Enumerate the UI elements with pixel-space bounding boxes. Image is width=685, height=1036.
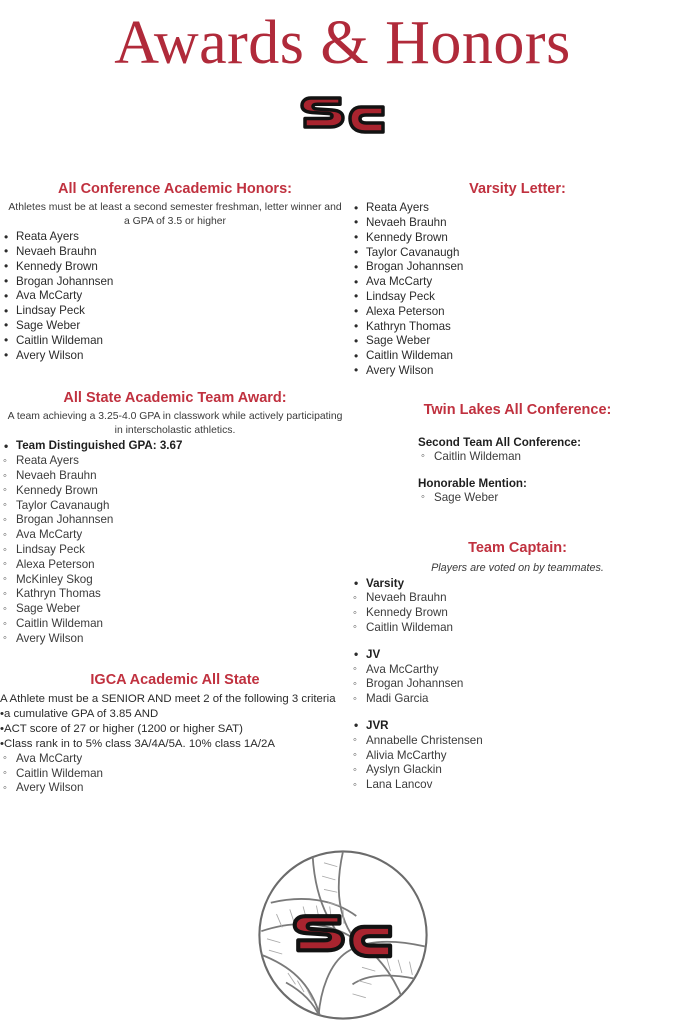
list-item: ◦ Alexa Peterson (0, 558, 350, 573)
right-column (350, 180, 685, 797)
section-igca-academic-all-state (0, 671, 350, 797)
section-title: All State Academic Team Award: (63, 390, 287, 407)
list-item: • Reata Ayers (350, 201, 685, 216)
criteria-line: •Class rank in to 5% class 3A/4A/5A. 10% class 1A/2A (0, 737, 275, 750)
list-item: ◦ Caitlin Wildeman (0, 767, 350, 782)
group-second-team-all-conference (418, 436, 685, 465)
list-item: • Kennedy Brown (0, 260, 350, 275)
group-jv (350, 648, 685, 707)
name-list (0, 752, 350, 796)
list-item: • Brogan Johannsen (350, 260, 685, 275)
section-all-conference-academic-honors (0, 180, 350, 363)
list-item: ◦ Ava McCarty (0, 528, 350, 543)
list-item: ◦ Alivia McCarthy (350, 749, 685, 764)
section-title: Varsity Letter: (469, 181, 566, 197)
section-team-captain (350, 539, 685, 793)
section-subtitle: Players are voted on by teammates. (431, 561, 604, 574)
list-item: ◦ Caitlin Wildeman (350, 621, 685, 636)
name-list (418, 491, 685, 506)
criteria-line: •a cumulative GPA of 3.85 AND (0, 707, 159, 720)
gpa-list (0, 439, 350, 454)
list-item: • Ava McCarty (350, 275, 685, 290)
section-varsity-letter (350, 180, 685, 379)
list-item: • Sage Weber (0, 319, 350, 334)
list-item: • Nevaeh Brauhn (350, 216, 685, 231)
group-jvr (350, 719, 685, 793)
group-label: Honorable Mention: (418, 476, 527, 490)
list-item: ◦ McKinley Skog (0, 573, 350, 588)
section-title: All Conference Academic Honors: (58, 181, 292, 197)
group-label: • Varsity (350, 577, 685, 592)
list-item: ◦ Ava McCarthy (350, 663, 685, 678)
list-item: ◦ Ayslyn Glackin (350, 763, 685, 778)
group-label: • JV (350, 648, 685, 663)
list-item: • Ava McCarty (0, 289, 350, 304)
list-item: ◦ Annabelle Christensen (350, 734, 685, 749)
group-varsity (350, 577, 685, 636)
list-item: ◦ Taylor Cavanaugh (0, 499, 350, 514)
list-item: • Alexa Peterson (350, 305, 685, 320)
volleyball-with-sc-logo-icon (248, 1017, 438, 1034)
list-item: • Avery Wilson (350, 364, 685, 379)
name-list (350, 734, 685, 793)
group-label: • JVR (350, 719, 685, 734)
list-item: • Kennedy Brown (350, 231, 685, 246)
list-item: • Caitlin Wildeman (350, 349, 685, 364)
left-column (0, 180, 350, 800)
name-list (350, 201, 685, 379)
footer-graphic-container (0, 840, 685, 1035)
list-item: ◦ Madi Garcia (350, 692, 685, 707)
list-item: • Avery Wilson (0, 349, 350, 364)
section-title: IGCA Academic All State (90, 671, 260, 688)
list-item: • Reata Ayers (0, 230, 350, 245)
list-item: • Nevaeh Brauhn (0, 245, 350, 260)
list-item: ◦ Kennedy Brown (0, 484, 350, 499)
header-logo-container (0, 87, 685, 143)
group-label: Second Team All Conference: (418, 435, 581, 449)
section-all-state-academic-team-award (0, 389, 350, 646)
list-item: • Lindsay Peck (0, 304, 350, 319)
list-item: ◦ Kathryn Thomas (0, 587, 350, 602)
name-list (0, 454, 350, 646)
section-twin-lakes-all-conference (350, 401, 685, 506)
page-title: Awards & Honors (114, 9, 571, 77)
criteria-line: •ACT score of 27 or higher (1200 or higher SAT) (0, 722, 243, 735)
list-item: ◦ Caitlin Wildeman (418, 450, 685, 465)
name-list (0, 230, 350, 363)
list-item: ◦ Lana Lancov (350, 778, 685, 793)
section-title: Team Captain: (468, 540, 567, 557)
list-item: ◦ Nevaeh Brauhn (0, 469, 350, 484)
group-label-list (350, 648, 685, 663)
group-label-list (350, 577, 685, 592)
list-item: • Kathryn Thomas (350, 320, 685, 335)
criteria-intro: A Athlete must be a SENIOR AND meet 2 of the following 3 criteria (0, 692, 336, 705)
list-item: ◦ Nevaeh Brauhn (350, 591, 685, 606)
name-list (350, 591, 685, 635)
list-item: ◦ Brogan Johannsen (350, 677, 685, 692)
name-list (418, 450, 685, 465)
list-item: • Brogan Johannsen (0, 275, 350, 290)
section-subtitle: Athletes must be at least a second semester freshman, letter winner and a GPA of 3.5 or higher (8, 202, 342, 227)
list-item: ◦ Sage Weber (418, 491, 685, 506)
group-label-list (350, 719, 685, 734)
list-item: ◦ Sage Weber (0, 602, 350, 617)
section-subtitle: A team achieving a 3.25-4.0 GPA in classwork while actively participating in interscholastic athletics. (7, 411, 343, 436)
list-item: ◦ Brogan Johannsen (0, 513, 350, 528)
list-item: ◦ Avery Wilson (0, 632, 350, 647)
list-item: ◦ Reata Ayers (0, 454, 350, 469)
list-item: • Sage Weber (350, 334, 685, 349)
sc-monogram-icon (297, 87, 389, 146)
list-item: ◦ Caitlin Wildeman (0, 617, 350, 632)
team-gpa-item: • Team Distinguished GPA: 3.67 (0, 439, 350, 454)
list-item: • Caitlin Wildeman (0, 334, 350, 349)
section-title: Twin Lakes All Conference: (423, 401, 612, 418)
name-list (350, 663, 685, 707)
list-item: ◦ Kennedy Brown (350, 606, 685, 621)
list-item: ◦ Avery Wilson (0, 781, 350, 796)
list-item: • Taylor Cavanaugh (350, 246, 685, 261)
list-item: ◦ Ava McCarty (0, 752, 350, 767)
list-item: ◦ Lindsay Peck (0, 543, 350, 558)
group-honorable-mention (418, 477, 685, 506)
list-item: • Lindsay Peck (350, 290, 685, 305)
